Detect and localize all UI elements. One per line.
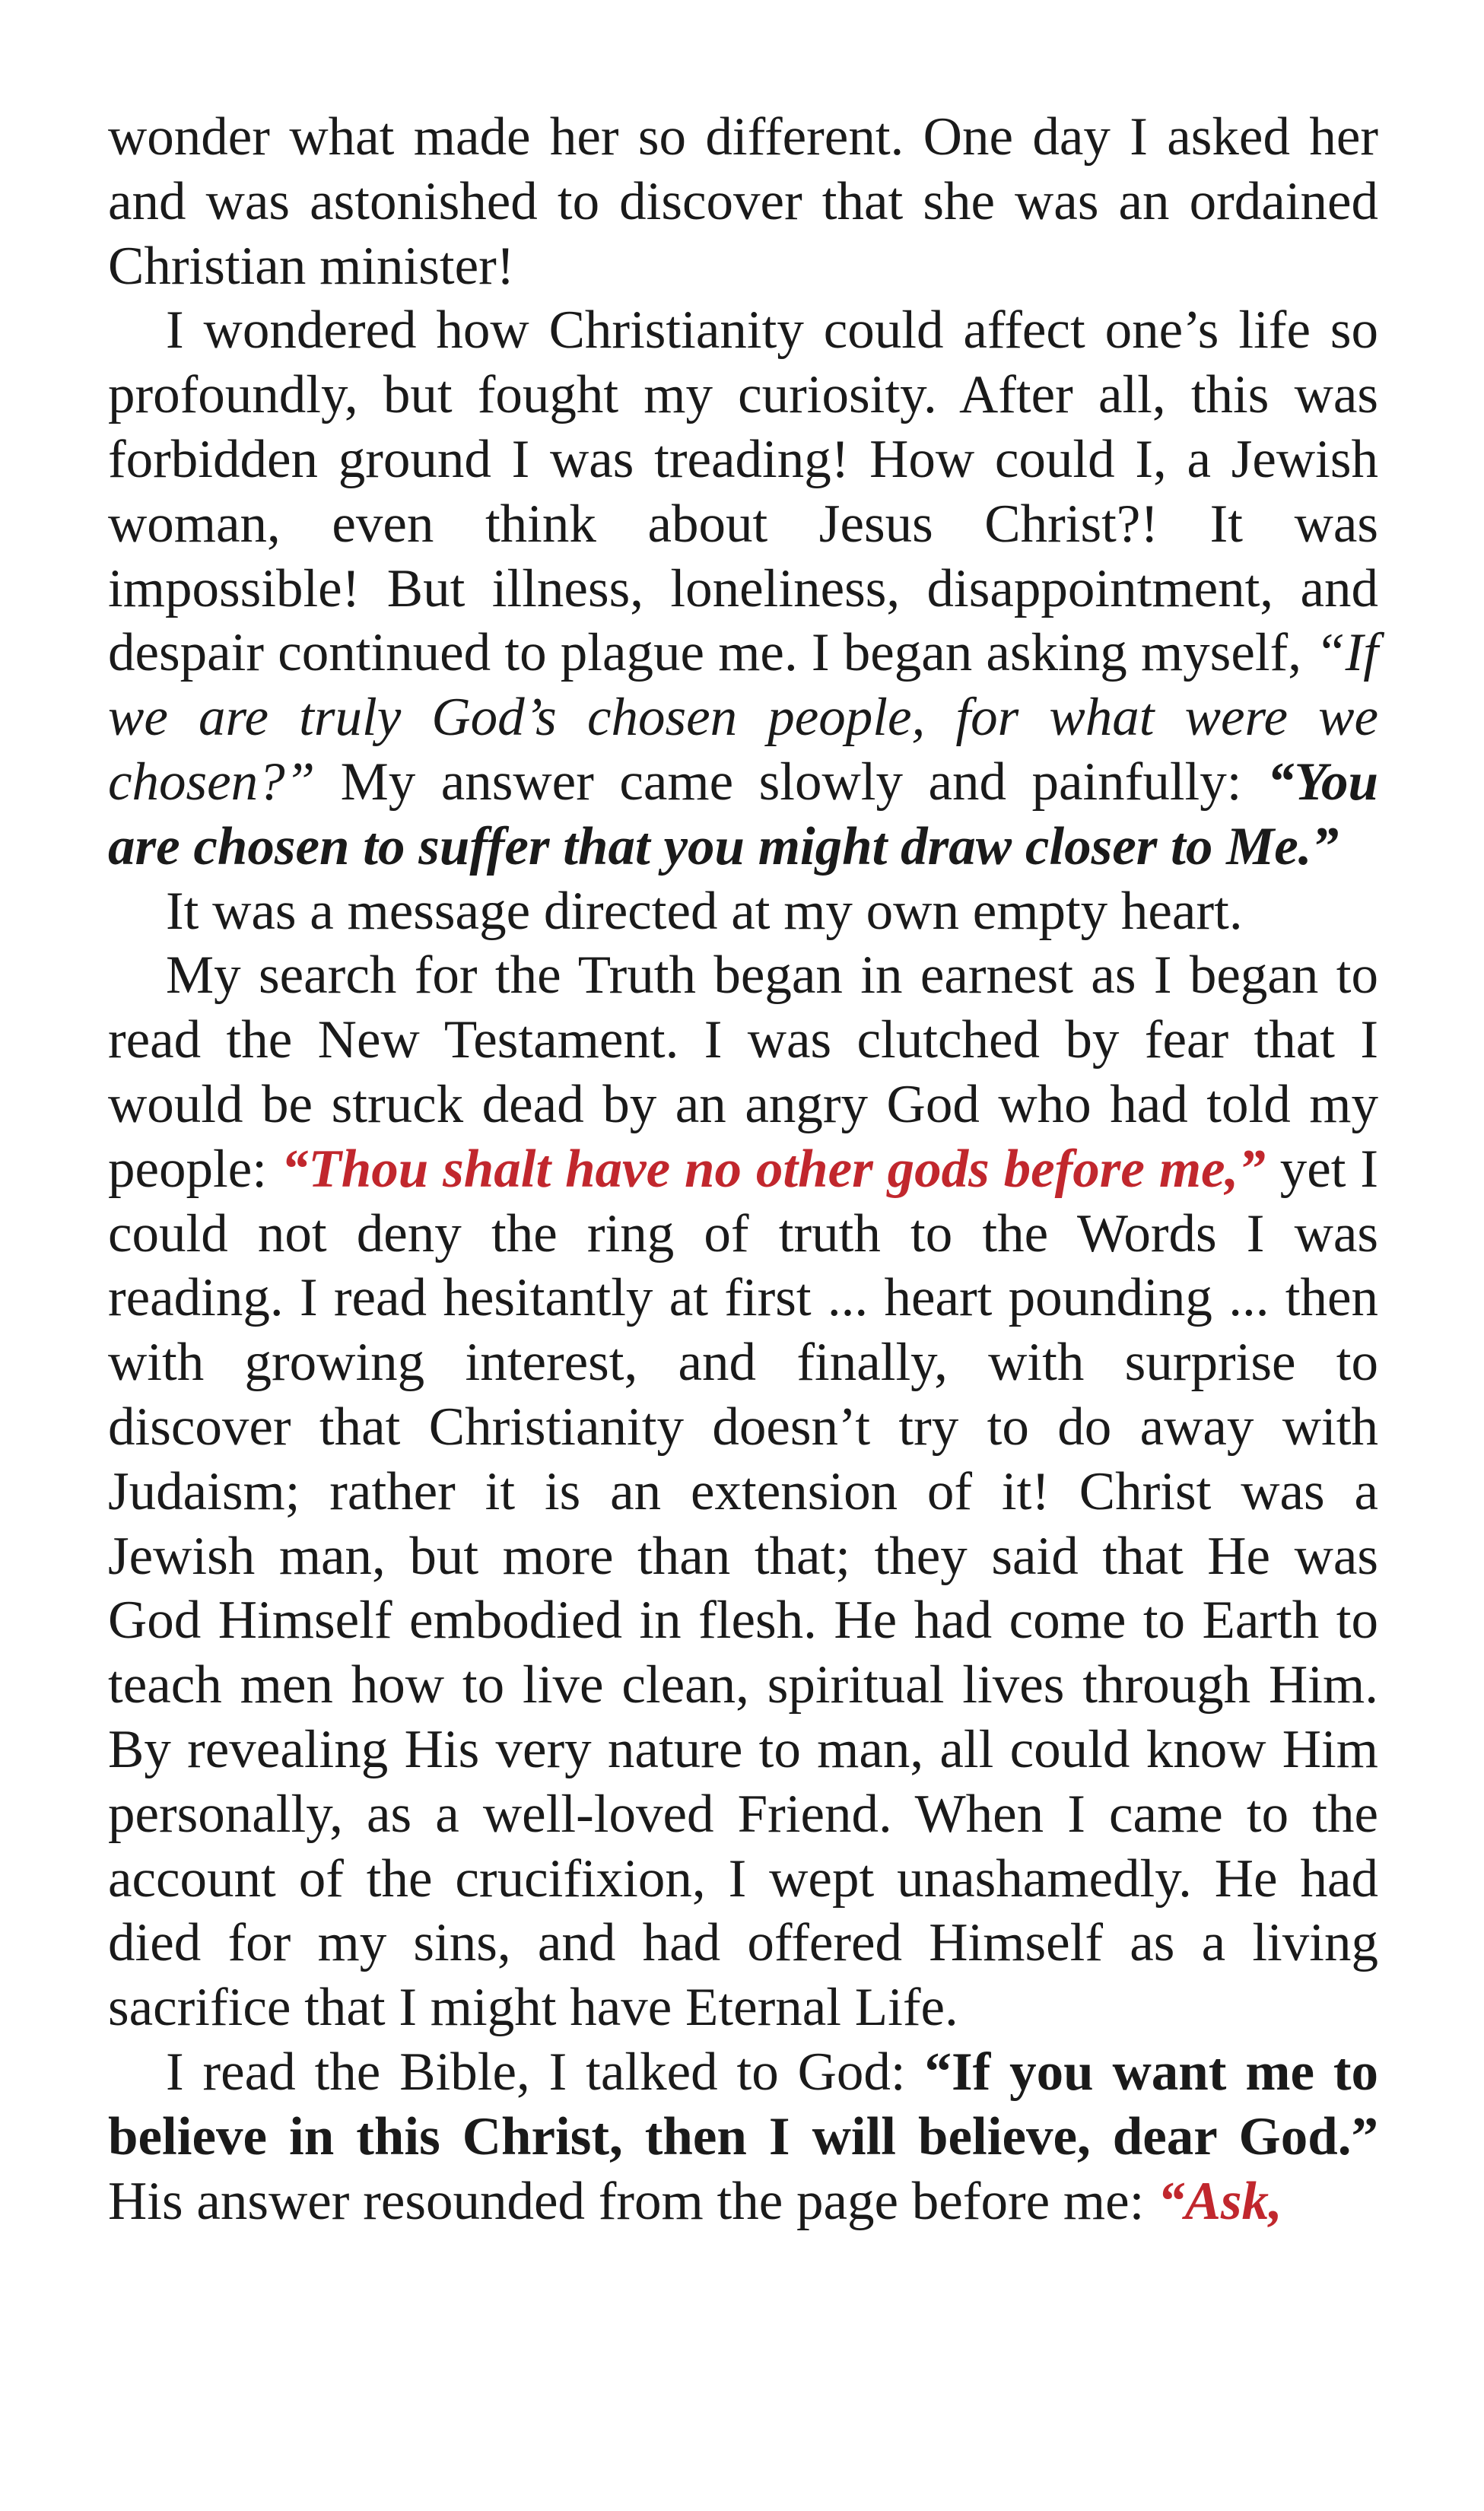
- paragraph-1-text: wonder what made her so different. One day I asked her and was astonished to discover that she was an ordained Christian minister!: [108, 107, 1378, 296]
- paragraph-4-text-continued: yet I could not deny the ring of truth to the Words I was reading. I read hesitantly at first ... heart pounding ... then with growing interest, and finally, with surprise to discover that Christianity doesn’t try to do away with Judaism; rather it is an extension of it! Christ was a Jewish man, but more than that; they said that He was God Himself embodied in flesh. He had come to Earth to teach men how to live clean, spiritual lives through Him. By revealing His very nature to man, all could know Him personally, as a well-loved Friend. When I came to the account of the crucifixion, I wept unashamedly. He had died for my sins, and had offered Himself as a living sacrifice that I might have Eternal Life.: [108, 1139, 1378, 2038]
- paragraph-5-text-continued: His answer resounded from the page before me:: [108, 2171, 1158, 2231]
- bold-answer-quote: “You are chosen to suffer that you might draw closer to Me.”: [108, 752, 1378, 876]
- paragraph-1: [108, 105, 1378, 298]
- paragraph-3: [108, 879, 1378, 944]
- paragraph-5-text: I read the Bible, I talked to God:: [166, 2042, 925, 2102]
- bold-prayer-quote: “If you want me to believe in this Christ, then I will believe, dear God.”: [108, 2042, 1378, 2166]
- paragraph-5: [108, 2040, 1378, 2233]
- paragraph-4: [108, 943, 1378, 2040]
- italic-question-quote: “If we are truly God’s chosen people, for what were we chosen?”: [108, 623, 1378, 812]
- paragraph-4-text: My search for the Truth began in earnest as I began to read the New Testament. I was clutched by fear that I would be struck dead by an angry God who had told my people:: [108, 946, 1378, 1199]
- paragraph-2-text: I wondered how Christianity could affect one’s life so profoundly, but fought my curiosity. After all, this was forbidden ground I was treading! How could I, a Jewish woman, even think about Jesus Christ?! It was impossible! But illness, loneliness, disappointment, and despair continued to plague me. I began asking myself,: [108, 300, 1378, 683]
- book-page-text: [108, 105, 1378, 2233]
- red-scripture-quote-ask: “Ask,: [1158, 2171, 1282, 2231]
- paragraph-2-text-continued: My answer came slowly and painfully:: [315, 752, 1267, 812]
- red-scripture-quote-commandment: “Thou shalt have no other gods before me,”: [281, 1139, 1266, 1199]
- paragraph-3-text: It was a message directed at my own empty heart.: [166, 881, 1243, 941]
- paragraph-2: [108, 298, 1378, 879]
